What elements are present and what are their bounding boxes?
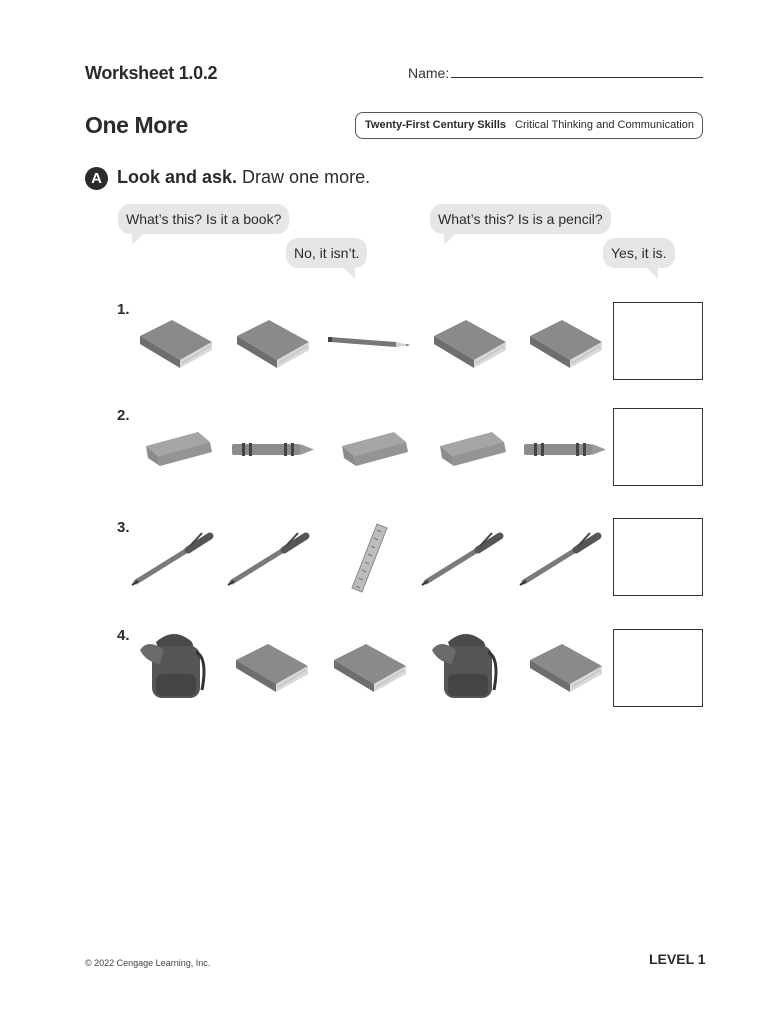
name-field[interactable]	[451, 77, 703, 78]
book-icon	[426, 306, 512, 382]
speech-bubble-question-2: What’s this? Is is a pencil?	[430, 204, 611, 234]
crayon-icon	[228, 412, 314, 488]
book-icon	[326, 630, 412, 706]
bubble-tail	[444, 233, 456, 245]
level-label: LEVEL 1	[649, 951, 706, 967]
pen-icon	[518, 524, 604, 600]
answer-box[interactable]	[613, 408, 703, 486]
book-icon	[228, 630, 314, 706]
pen-icon	[420, 524, 506, 600]
answer-box[interactable]	[613, 302, 703, 380]
skills-value: Critical Thinking and Communication	[515, 119, 694, 131]
answer-box[interactable]	[613, 518, 703, 596]
copyright: © 2022 Cengage Learning, Inc.	[85, 958, 211, 968]
instruction-bold: Look and ask.	[117, 167, 238, 187]
speech-bubble-answer-1: No, it isn’t.	[286, 238, 367, 268]
bubble-tail	[646, 267, 658, 279]
page-title: One More	[85, 112, 188, 138]
book-icon	[132, 306, 218, 382]
eraser-icon	[138, 412, 224, 488]
book-icon	[522, 630, 608, 706]
bubble-tail	[132, 233, 144, 245]
section-badge: A	[85, 167, 108, 190]
skills-label: Twenty-First Century Skills	[365, 119, 506, 131]
row-number: 3.	[117, 519, 130, 536]
pen-icon	[226, 524, 312, 600]
instruction-rest: Draw one more.	[237, 167, 371, 187]
book-icon	[522, 306, 608, 382]
row-number: 2.	[117, 407, 130, 424]
backpack-icon	[426, 628, 512, 704]
book-icon	[229, 306, 315, 382]
name-label: Name:	[408, 65, 450, 81]
row-number: 1.	[117, 301, 130, 318]
pencil-icon	[326, 306, 412, 382]
eraser-icon	[334, 412, 420, 488]
speech-bubble-answer-2: Yes, it is.	[603, 238, 675, 268]
ruler-icon	[322, 520, 408, 596]
pen-icon	[130, 524, 216, 600]
speech-bubble-question-1: What’s this? Is it a book?	[118, 204, 289, 234]
backpack-icon	[134, 628, 220, 704]
skills-box	[355, 112, 703, 139]
instruction	[117, 167, 370, 188]
bubble-tail	[343, 267, 355, 279]
crayon-icon	[520, 412, 606, 488]
eraser-icon	[432, 412, 518, 488]
answer-box[interactable]	[613, 629, 703, 707]
worksheet-number: Worksheet 1.0.2	[85, 63, 218, 83]
row-number: 4.	[117, 627, 130, 644]
